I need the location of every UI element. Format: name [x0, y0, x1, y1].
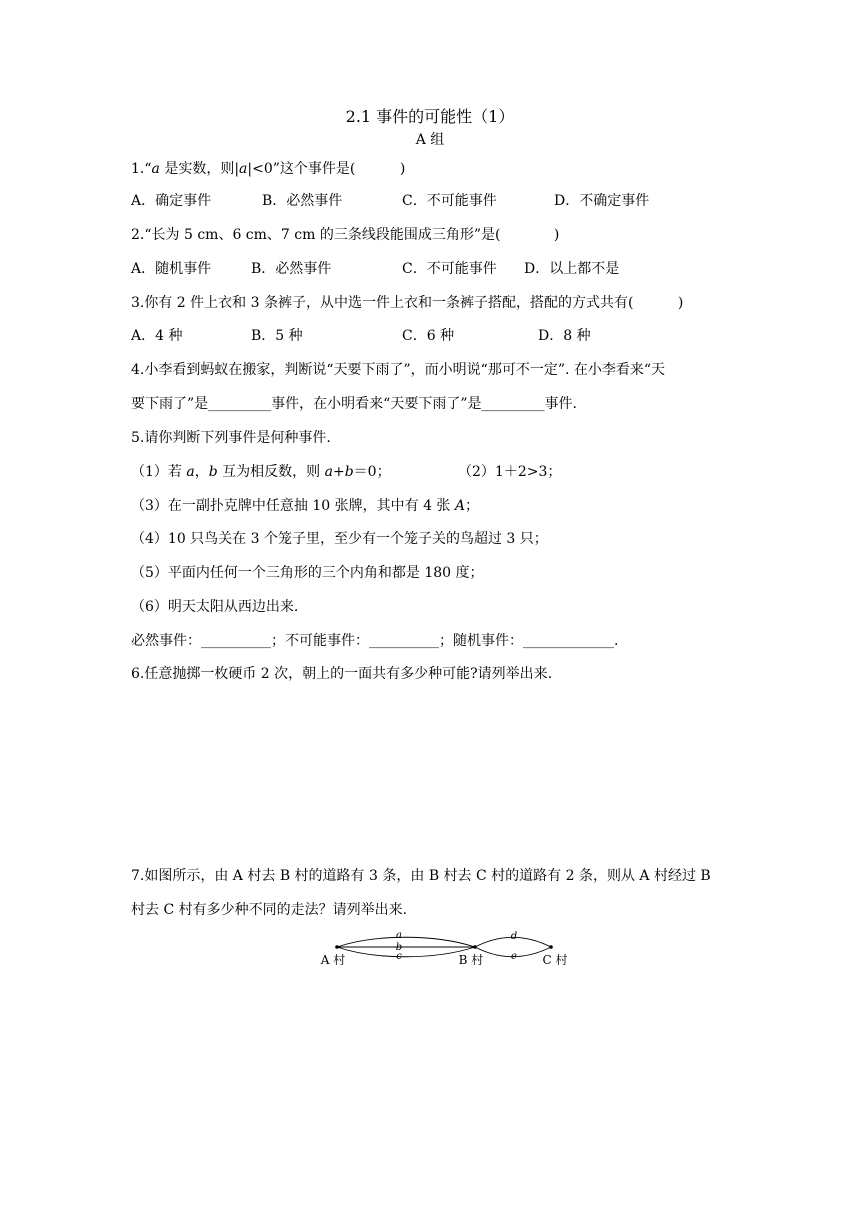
question-2-stem: 2.“长为 5 cm、6 cm、7 cm 的三条线段能围成三角形”是( ): [131, 227, 560, 243]
question-1-option-a: A．确定事件: [131, 193, 212, 209]
question-6-stem: 6.任意抛掷一枚硬币 2 次，朝上的一面共有多少种可能?请列举出来.: [131, 666, 553, 682]
question-4-line-1: 4.小李看到蚂蚁在搬家，判断说“天要下雨了”，而小明说“那可不一定”. 在小李看来“天: [131, 362, 666, 378]
question-7-line-1: 7.如图所示，由 A 村去 B 村的道路有 3 条，由 B 村去 C 村的道路有 2 条，则从 A 村经过 B: [131, 868, 711, 884]
road-diagram: [315, 926, 575, 974]
question-5-item-1: （1）若 a，b 互为相反数，则 a+b＝0；: [131, 464, 391, 480]
group-label: A 组: [415, 132, 445, 148]
question-3-option-d: D．8 种: [538, 328, 591, 344]
question-4-line-2: 要下雨了”是_________事件，在小明看来“天要下雨了”是_________事件.: [131, 396, 577, 412]
question-2-option-a: A．随机事件: [131, 261, 212, 277]
question-1-option-d: D．不确定事件: [554, 193, 650, 209]
question-5-answer-line: 必然事件：__________；不可能事件：__________；随机事件：_____________.: [131, 633, 619, 649]
question-7-line-2: 村去 C 村有多少种不同的走法？请列举出来.: [131, 902, 408, 918]
village-c-label: C 村: [542, 953, 568, 967]
question-3-option-a: A．4 种: [131, 328, 183, 344]
road-a-path: [337, 937, 475, 947]
question-1-option-c: C．不可能事件: [402, 193, 497, 209]
question-5-item-3: （3）在一副扑克牌中任意抽 10 张牌，其中有 4 张 A；: [131, 498, 480, 514]
question-1-option-b: B．必然事件: [262, 193, 343, 209]
village-c-dot: [549, 945, 553, 949]
village-a-dot: [335, 945, 339, 949]
question-3-option-c: C．6 种: [402, 328, 455, 344]
question-2-option-c: C．不可能事件: [402, 261, 497, 277]
question-3-stem: 3.你有 2 件上衣和 3 条裤子，从中选一件上衣和一条裤子搭配，搭配的方式共有( ): [131, 295, 684, 311]
question-5-item-2: （2）1＋2>3；: [458, 464, 562, 480]
village-b-dot: [473, 945, 477, 949]
question-5-item-4: （4）10 只鸟关在 3 个笼子里，至少有一个笼子关的鸟超过 3 只；: [131, 531, 548, 547]
road-label-c: c: [396, 951, 402, 962]
road-label-d: d: [510, 931, 518, 942]
road-c-path: [337, 947, 475, 957]
road-label-e: e: [511, 951, 517, 962]
question-2-option-b: B．必然事件: [251, 261, 332, 277]
page-title: 2.1 事件的可能性（1）: [345, 107, 515, 126]
question-5-item-5: （5）平面内任何一个三角形的三个内角和都是 180 度；: [131, 565, 484, 581]
question-1-stem: 1.“a 是实数，则|a|<0”这个事件是( ): [131, 161, 406, 177]
village-a-label: A 村: [320, 953, 346, 967]
question-2-option-d: D．以上都不是: [524, 261, 620, 277]
road-label-a: a: [396, 930, 402, 941]
question-5-item-6: （6）明天太阳从西边出来.: [131, 599, 299, 615]
question-5-stem: 5.请你判断下列事件是何种事件.: [131, 430, 331, 446]
road-label-b: b: [395, 942, 403, 953]
village-b-label: B 村: [458, 953, 484, 967]
question-3-option-b: B．5 种: [251, 328, 303, 344]
